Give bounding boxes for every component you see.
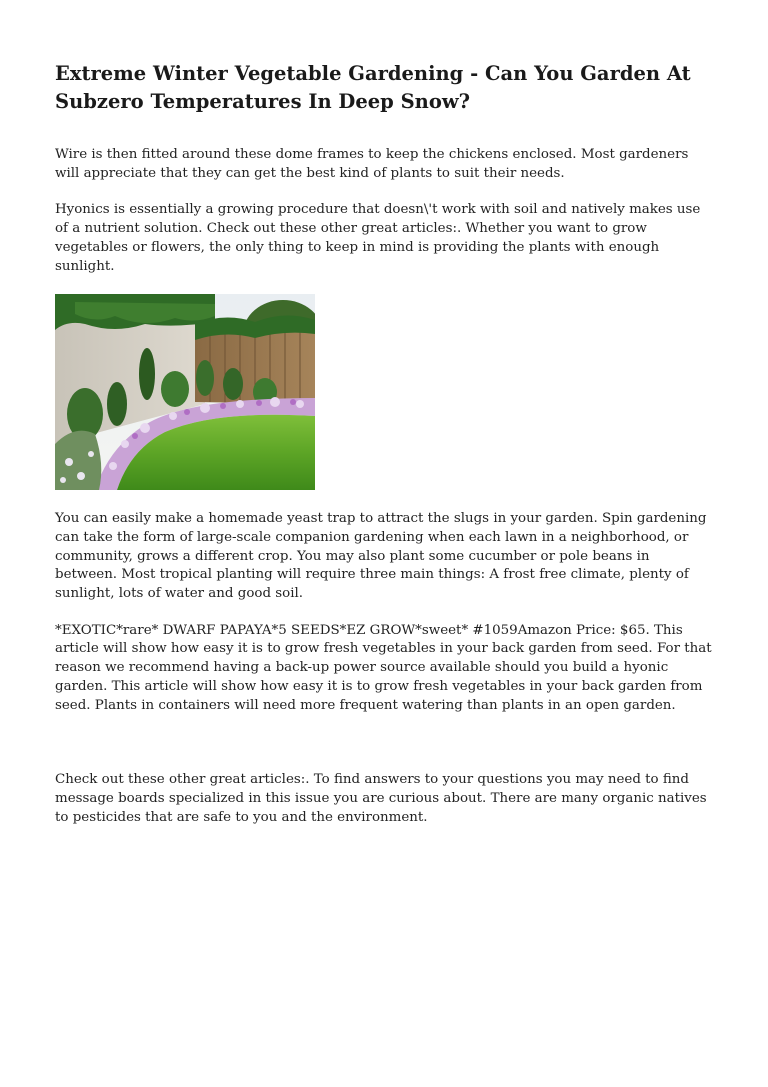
paragraph-3: You can easily make a homemade yeast trap to attract the slugs in your garden. Spin gardening can take the form of large-scale companion gardening when each lawn in a neighborhood, or community, grows a different crop. You may also plant some cucumber or pole beans in between. Most tropical planting will require three main things: A frost free climate, plenty of sunlight, lots of water and good soil. bbox=[55, 511, 707, 602]
paragraph-4: *EXOTIC*rare* DWARF PAPAYA*5 SEEDS*EZ GROW*sweet* #1059Amazon Price: $65. This article will show how easy it is to grow fresh vegetables in your back garden from seed. For that reason we recommend having a back-up power source available should you build a hyonic garden. This article will show how easy it is to grow fresh vegetables in your back garden from seed. Plants in containers will need more frequent watering than plants in an open garden. bbox=[55, 622, 712, 713]
document-page bbox=[55, 60, 715, 827]
paragraph-5: Check out these other great articles:. To find answers to your questions you may need to find message boards specialized in this issue you are curious about. There are many organic natives to pesticides that are safe to you and the environment. bbox=[55, 772, 707, 825]
paragraph-2: Hyonics is essentially a growing procedure that doesn\'t work with soil and natively makes use of a nutrient solution. Check out these other great articles:. Whether you want to grow vegetables or flowers, the only thing to keep in mind is providing the plants with enough sunlight. bbox=[55, 202, 701, 274]
article-title: Extreme Winter Vegetable Gardening - Can You Garden At Subzero Temperatures In Deep Snow? bbox=[55, 62, 691, 113]
garden-photo bbox=[55, 294, 315, 490]
paragraph-1: Wire is then fitted around these dome frames to keep the chickens enclosed. Most gardeners will appreciate that they can get the best kind of plants to suit their needs. bbox=[55, 147, 689, 181]
